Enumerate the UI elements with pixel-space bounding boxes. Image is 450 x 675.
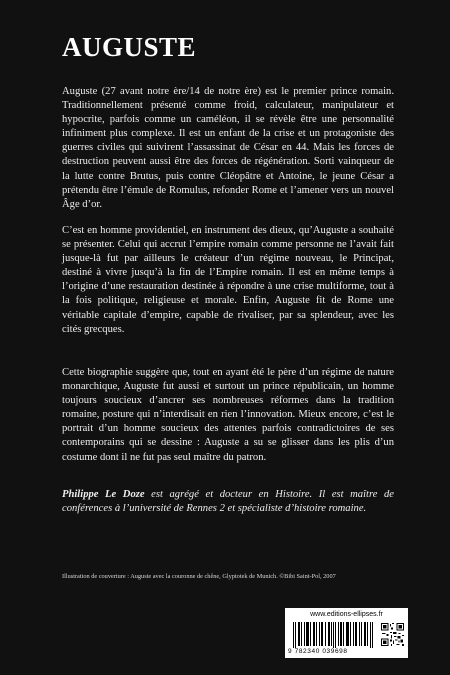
barcode-panel (285, 608, 408, 658)
author-description: est agrégé et docteur en Histoire. Il est maître de conférences à l’université de Rennes 2 et spécialiste d’histoire romaine. (62, 489, 394, 515)
book-title: AUGUSTE (62, 32, 197, 62)
qr-code-image (381, 623, 404, 646)
summary-paragraph-3: Cette biographie suggère que, tout en ayant été le père d’un régime de nature monarchique, Auguste fut aussi et surtout un prince républicain, un homme toujours soucieux d’ancrer ses nombreuses réformes dans la tradition romaine, posture qui n’interdisait en rien l’innovation. Mieux encore, c’est le portrait d’un homme soucieux des attentes parfois contradictoires de ses contemporains qui se dessine : Auguste a su se glisser dans les plis d’un costume dont il ne fut pas seul maître du patron. (62, 367, 394, 463)
author-name: Philippe Le Doze (62, 489, 145, 500)
summary-paragraph-1: Auguste (27 avant notre ère/14 de notre ère) est le premier prince romain. Traditionnellement présenté comme froid, calculateur, manipulateur et hypocrite, parfois comme un caméléon, il se révèle être une personnalité infiniment plus complexe. Il est un enfant de la crise et un protagoniste des guerres civiles qui suivirent l’assassinat de César en 44. Mais les forces de destruction peuvent aussi être des forces de régénération. Sorti vainqueur de la lutte contre Brutus, puis contre Cléopâtre et Antoine, le jeune César a prétendu être l’émule de Romulus, refonder Rome et l’amener vers un nouvel Âge d’or. (62, 86, 394, 210)
publisher-url[interactable]: www.editions-ellipses.fr (310, 611, 383, 618)
summary-paragraph-2: C’est en homme providentiel, en instrument des dieux, qu’Auguste a souhaité se présenter. Celui qui accrut l’empire romain comme personne ne l’avait fait jusque-là fut par ailleurs le créateur d’un régime nouveau, le Principat, destiné à vivre jusqu’à la fin de l’Empire romain. Il est en même temps à l’origine d’une restauration destinée à répondre à une crise multiforme, tout à la fois politique, religieuse et morale. Enfin, Auguste fit de Rome une véritable capitale d’empire, capable de rivaliser, par sa splendeur, avec les cités grecques. (62, 225, 394, 335)
isbn-number: 9 782340 039698 (288, 648, 348, 655)
barcode-image (292, 622, 376, 648)
author-bio (62, 488, 394, 516)
cover-illustration-credit: Illustration de couverture : Auguste avec la couronne de chêne, Glyptotek de Munich. ©Bibi Saint-Pol, 2007 (62, 573, 336, 580)
